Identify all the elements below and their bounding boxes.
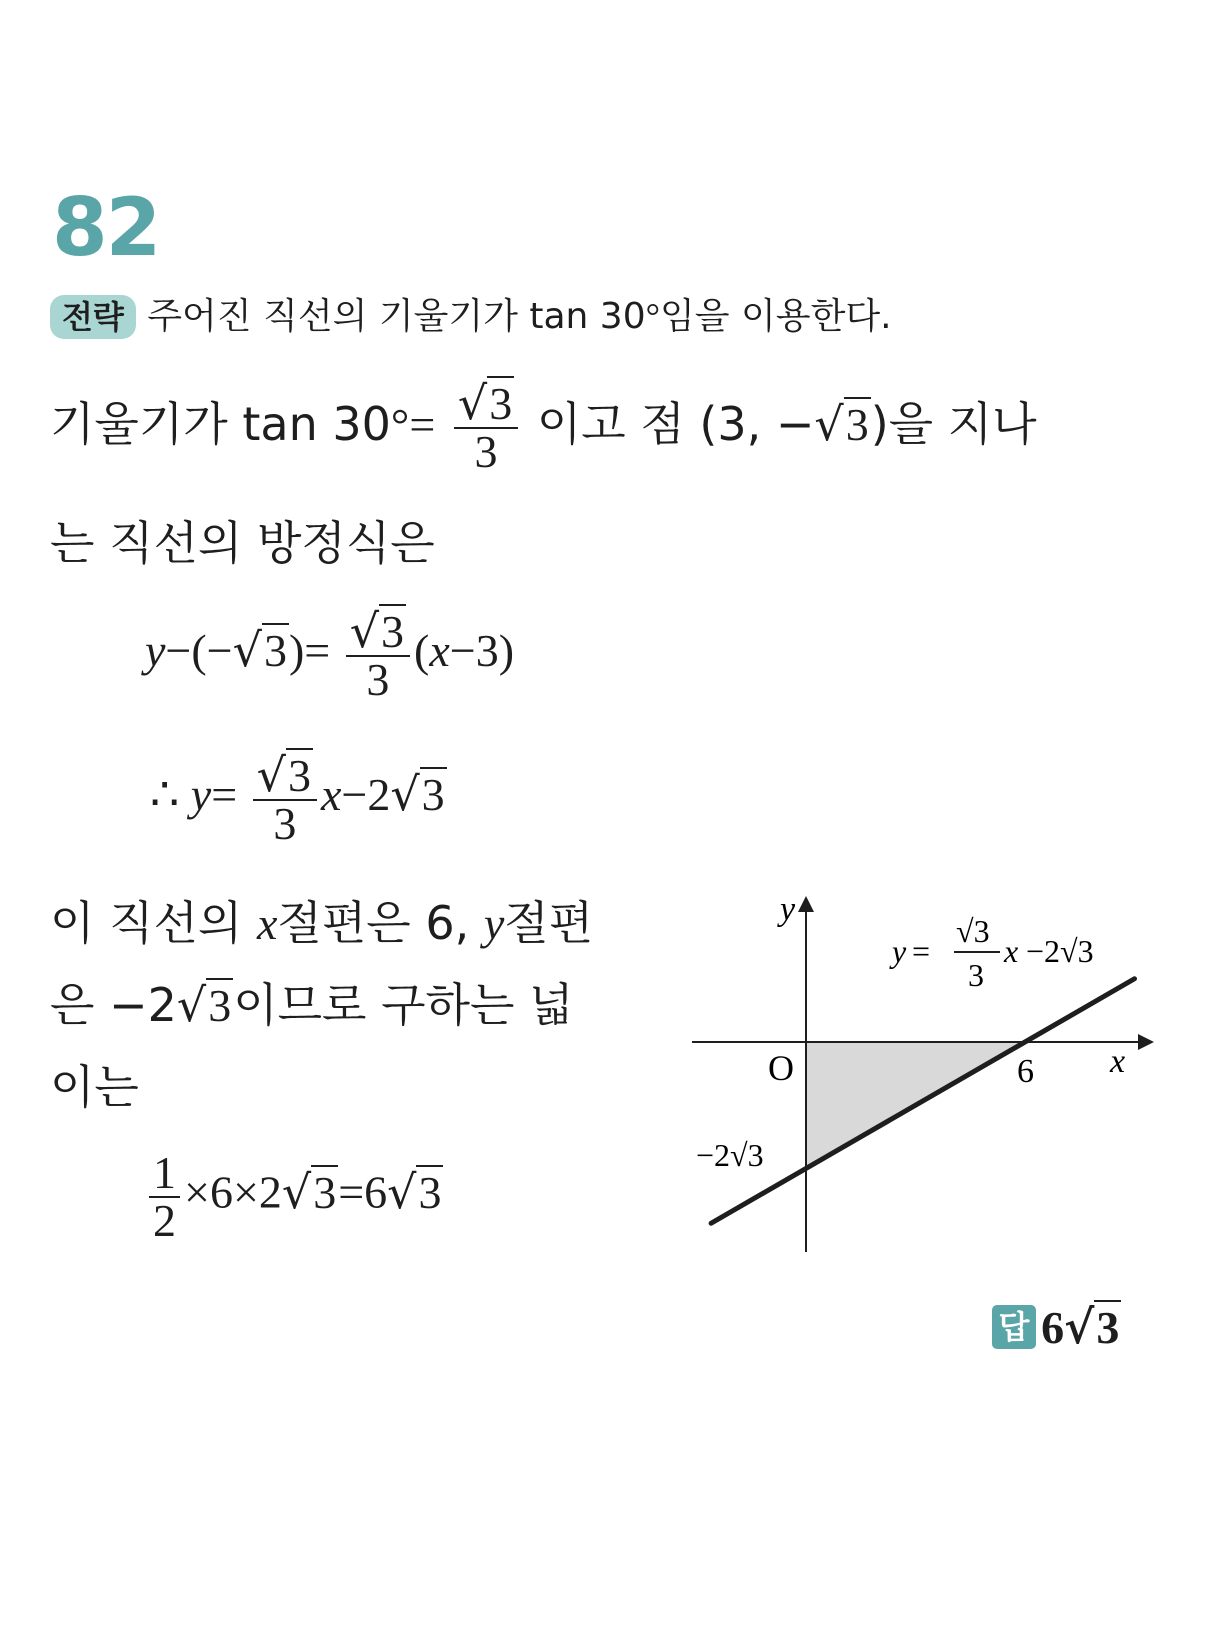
area-a: ×6×2: [184, 1166, 282, 1218]
sqrt-3: [387, 1164, 443, 1219]
sqrt-3: [390, 767, 446, 822]
strategy-degree: °: [645, 296, 661, 336]
para2-b: 이므로 구하는 넓: [233, 978, 574, 1032]
solution-line-1: [50, 376, 1037, 477]
var-y: y: [145, 625, 166, 677]
half-fraction: [149, 1147, 180, 1246]
eq-x: x: [1004, 933, 1019, 969]
sqrt-symbol: √: [176, 978, 207, 1032]
slope-fraction: [346, 604, 410, 705]
eq1-c: )=: [288, 625, 331, 677]
sqrt-symbol: √: [387, 1164, 417, 1219]
radicand: 3: [381, 606, 405, 657]
strategy-line: [50, 292, 892, 341]
strategy-text-b: 임을 이용한다.: [660, 296, 892, 337]
answer-value: [1041, 1302, 1121, 1353]
x-axis-arrow-icon: [1138, 1034, 1154, 1050]
denominator: 3: [366, 654, 390, 705]
origin-label: O: [768, 1048, 794, 1088]
area-b: =6: [338, 1166, 388, 1218]
equation-2: [150, 748, 447, 849]
sqrt-symbol: √: [814, 397, 844, 451]
sqrt-3: [814, 397, 870, 451]
sqrt-symbol: √: [390, 767, 420, 822]
eq-tail: −2√3: [1026, 933, 1094, 969]
line1-text-a: 기울기가 tan 30: [50, 397, 391, 451]
eq1-b: −(−: [165, 625, 233, 677]
equation-1: [145, 604, 515, 705]
numerator: 1: [149, 1150, 180, 1198]
line1-degree: °: [390, 399, 410, 450]
eq-numerator: √3: [956, 913, 990, 949]
para2-a: 은 −2: [50, 978, 177, 1032]
strategy-text-a: 주어진 직선의 기울기가 tan 30: [147, 296, 646, 337]
var-x: x: [257, 898, 278, 949]
answer-line: [992, 1300, 1121, 1354]
paragraph-line-1: [50, 896, 594, 950]
eq1-d: (: [414, 625, 430, 677]
x-intercept-label: 6: [1017, 1053, 1034, 1090]
var-y: y: [190, 769, 212, 821]
paragraph-line-3: 이는: [50, 1060, 139, 1114]
radicand: 3: [845, 399, 869, 450]
strategy-badge: 전략: [50, 295, 136, 339]
graph-line: [711, 979, 1134, 1223]
denominator: 3: [273, 798, 297, 849]
y-axis-label: y: [780, 891, 796, 928]
answer-radicand: 3: [1096, 1302, 1120, 1353]
line1-text-b: 이고 점 (3, −: [536, 397, 815, 451]
line1-text-c: )을 지나: [870, 397, 1037, 451]
eq-y: y: [892, 933, 907, 969]
radicand: 3: [489, 378, 513, 429]
sqrt-3: [176, 978, 233, 1032]
graph-equation: [889, 913, 1094, 993]
sqrt-symbol: √: [1064, 1300, 1095, 1354]
sqrt-symbol: √: [232, 623, 262, 678]
sqrt-symbol: √: [256, 748, 286, 802]
y-intercept-label: −2√3: [696, 1137, 764, 1173]
line1-equals: =: [409, 399, 436, 450]
var-y: y: [483, 898, 505, 949]
therefore: ∴: [150, 769, 191, 821]
para1-a: 이 직선의: [50, 896, 257, 950]
radicand: 3: [263, 625, 287, 677]
sqrt-3: [281, 1164, 338, 1219]
answer-badge: 답: [992, 1305, 1036, 1349]
denominator: 2: [153, 1195, 176, 1246]
denominator: 3: [474, 426, 498, 477]
problem-number: 82: [52, 181, 160, 274]
sqrt-symbol: √: [281, 1164, 312, 1219]
area-equation: [145, 1147, 443, 1246]
sqrt-3: [232, 623, 289, 678]
slope-fraction: [454, 376, 518, 477]
radicand: 3: [208, 980, 232, 1031]
radicand: 3: [421, 769, 445, 821]
radicand: 3: [313, 1166, 337, 1218]
eq1-f: −3): [449, 625, 515, 677]
eq2-e: −2: [341, 769, 391, 821]
radicand: 3: [287, 750, 311, 801]
x-axis-label: x: [1110, 1043, 1126, 1080]
sqrt-symbol: √: [349, 604, 380, 658]
var-x: x: [320, 769, 342, 821]
slope-fraction: [253, 748, 317, 849]
paragraph-line-2: [50, 978, 574, 1032]
para1-c: 절편은 6,: [277, 896, 484, 950]
eq-denominator: 3: [968, 957, 984, 993]
eq-equals: =: [912, 933, 931, 969]
line-graph: [680, 880, 1160, 1280]
sqrt-symbol: √: [457, 376, 488, 430]
var-x: x: [429, 625, 450, 677]
para1-e: 절편: [504, 896, 594, 950]
solution-line-2: 는 직선의 방정식은: [50, 516, 435, 570]
answer-coef: 6: [1041, 1302, 1065, 1353]
radicand: 3: [418, 1166, 442, 1218]
eq2-equals: =: [211, 769, 238, 821]
y-axis-arrow-icon: [798, 896, 814, 912]
